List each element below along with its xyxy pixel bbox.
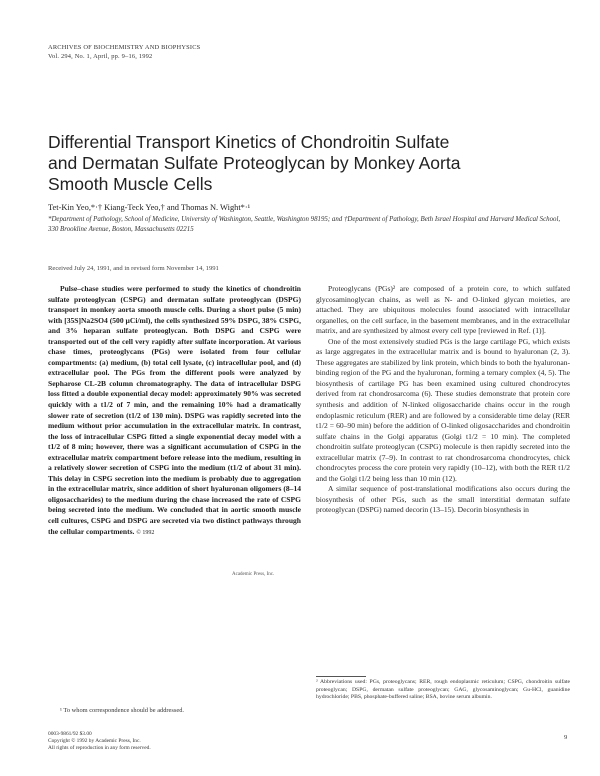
journal-issue: Vol. 294, No. 1, April, pp. 9–16, 1992 bbox=[48, 52, 153, 60]
abstract-copyright: © 1992 bbox=[136, 529, 155, 536]
introduction-column bbox=[316, 284, 570, 516]
abbreviations-footnote: ² Abbreviations used: PGs, proteoglycans; RER, rough endoplasmic reticulum; CSPG, chondroitin sulfate proteoglycan; DSPG, dermatan sulfate proteoglycan; GAG, glycosaminoglycan; Gu-HCl, guanidine hydrochloride; PBS, phosphate-buffered saline; BSA, bovine serum albumin. bbox=[316, 679, 570, 701]
affiliations: *Department of Pathology, School of Medicine, University of Washington, Seattle, Washington 98195; and †Department of Pathology, Beth Israel Hospital and Harvard Medical School, 330 Brookline Avenue, Boston, Massachusetts 02215 bbox=[48, 216, 561, 233]
copyright-block bbox=[48, 731, 151, 752]
body-paragraph: Proteoglycans (PGs)² are composed of a protein core, to which sulfated glycosaminoglycan chains, as well as N- and O-linked glycan moieties, are attached. They are ubiquitous molecules found associated with intracellular organelles, on the cell surface, in the basement membranes, and in the extracellular matrix, and are synthesized by almost every cell type [reviewed in Ref. (1)]. bbox=[316, 284, 570, 336]
author-list: Tet-Kin Yeo,*·† Kiang-Teck Yeo,† and Thomas N. Wight*·¹ bbox=[48, 203, 251, 212]
body-paragraph: A similar sequence of post-translational modifications also occurs during the biosynthesis of other PGs, such as the small interstitial dermatan sulfate proteoglycan (DSPG) named decorin (13–15). Decorin biosynthesis in bbox=[316, 484, 570, 515]
journal-name: ARCHIVES OF BIOCHEMISTRY AND BIOPHYSICS bbox=[48, 44, 201, 51]
publisher-line: Academic Press, Inc. bbox=[232, 572, 275, 577]
abstract bbox=[48, 284, 301, 538]
received-date: Received July 24, 1991, and in revised form November 14, 1991 bbox=[48, 265, 219, 272]
body-paragraph: One of the most extensively studied PGs is the large cartilage PG, which exists as large aggregates in the extracellular matrix and is bound to hyaluronan (2, 3). These aggregates are stabilized by link protein, which binds to both the hyaluronan-binding region of the PG and the hyaluronan, forming a ternary complex (4, 5). The biosynthesis of cartilage PG has been examined using cultured chondrocytes derived from rat chondrosarcoma (6). These studies demonstrate that protein core synthesis and addition of N-linked oligosaccharide chains occur in the rough endoplasmic reticulum (RER) and are followed by a considerable time delay (RER t1/2 = 60–90 min) before the addition of O-linked oligosaccharides and chondroitin sulfate chains in the Golgi apparatus (Golgi t1/2 = 10 min). The completed chondroitin sulfate proteoglycan (CSPG) molecule is then rapidly secreted into the extracellular matrix (7–9). In contrast to rat chondrosarcoma chondrocytes, chick chondrocytes process the core protein very rapidly (10–12), with both the RER t1/2 and the Golgi t1/2 being less than 10 min (12). bbox=[316, 336, 570, 483]
abstract-text: Pulse–chase studies were performed to study the kinetics of chondroitin sulfate proteoglycan (CSPG) and dermatan sulfate proteoglycan (DSPG) transport in monkey aorta smooth muscle cells. During a short pulse (5 min) with [35S]Na2SO4 (500 µCi/ml), the cells synthesized 59% DSPG, 38% CSPG, and 3% heparan sulfate proteoglycan. Both DSPG and CSPG were transported out of the cell very rapidly after sulfate incorporation. At various chase times, proteoglycans (PGs) were isolated from four cellular compartments: (a) medium, (b) total cell lysate, (c) intracellular pool, and (d) extracellular pool. The PGs from the different pools were analyzed by Sepharose CL-2B column chromatography. The data of intracellular DSPG loss fitted a double exponential decay model: approximately 90% was secreted quickly with a t1/2 of 7 min, and the remaining 10% had a dramatically slower rate of secretion (t1/2 of 130 min). DSPG was rapidly secreted into the medium without prior accumulation in the extracellular matrix. In contrast, the loss of intracellular CSPG fitted a single exponential decay model with a t1/2 of 8 min; however, there was a significant accumulation of CSPG in the extracellular matrix compartment before release into the medium, resulting in a relatively slower secretion of CSPG into the medium (t1/2 of about 31 min). This delay in CSPG secretion into the medium is probably due to aggregation in the extracellular matrix, since addition of short hyaluronan oligomers (8–14 oligosaccharides) to the medium during the chase increased the rate of CSPG being secreted into the medium. We concluded that in aortic smooth muscle cell cultures, CSPG and DSPG are secreted via two distinct pathways through the cellular compartments. bbox=[48, 284, 301, 536]
copyright-code: 0003-9861/92 $3.00 bbox=[48, 731, 92, 737]
footnote-rule bbox=[316, 676, 366, 677]
article-title: Differential Transport Kinetics of Chondroitin Sulfate and Dermatan Sulfate Proteoglycan by Monkey Aorta Smooth Muscle Cells bbox=[48, 132, 461, 194]
page-number: 9 bbox=[564, 734, 568, 741]
journal-header bbox=[48, 44, 200, 61]
copyright-rights: All rights of reproduction in any form reserved. bbox=[48, 745, 151, 751]
copyright-notice: Copyright © 1992 by Academic Press, Inc. bbox=[48, 738, 141, 744]
correspondence-footnote: ¹ To whom correspondence should be addressed. bbox=[60, 707, 184, 714]
